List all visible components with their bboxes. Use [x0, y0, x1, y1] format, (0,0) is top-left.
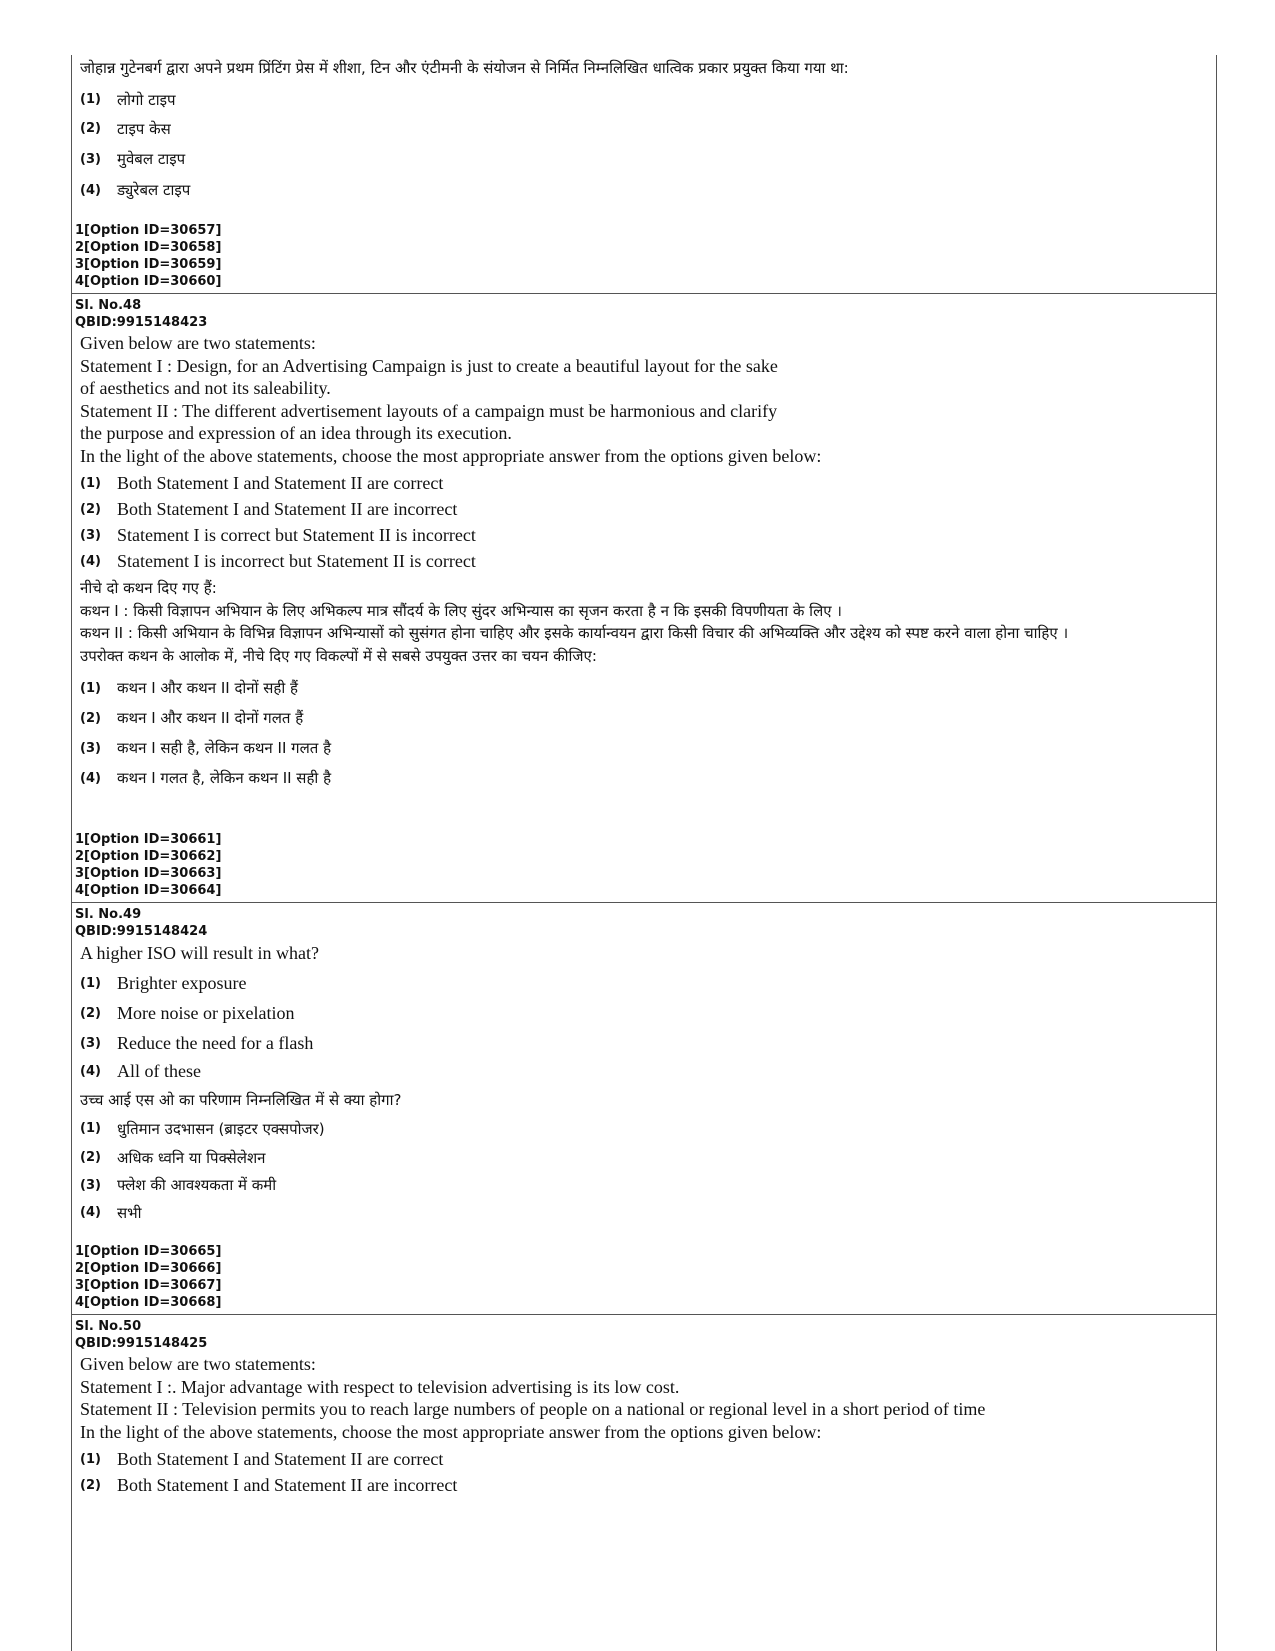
q47-option-2-hindi: (2) टाइप केस [80, 119, 171, 138]
question-47-block [72, 55, 1216, 294]
q49-option-1-hindi: (1) धुतिमान उदभासन (ब्राइटर एक्सपोजर) [80, 1119, 325, 1138]
question-paper-page [71, 55, 1217, 1651]
q49-stem-english: A higher ISO will result in what? [80, 943, 319, 963]
q48-option-2-hindi: (2) कथन I और कथन II दोनों गलत हैं [80, 709, 304, 727]
q47-option-4-hindi: (4) ड्युरेबल टाइप [80, 181, 191, 199]
q49-option-4-hindi: (4) सभी [80, 1203, 142, 1222]
q49-serial-number: Sl. No.49 [75, 907, 142, 922]
q48-qbid: QBID:9915148423 [75, 315, 208, 330]
q48-option-1-english: (1) Both Statement I and Statement II are correct [80, 472, 444, 493]
q48-option-ids: 1[Option ID=30661] 2[Option ID=30662] 3[Option ID=30663] 4[Option ID=30664] [75, 832, 222, 898]
q49-option-4-english: (4) All of these [80, 1061, 201, 1081]
q50-qbid: QBID:9915148425 [75, 1336, 208, 1351]
q48-stem-english: Given below are two statements: Statement I : Design, for an Advertising Campaign is just to create a beautiful layout for the sake of aesthetics and not its saleability. Statement II : The different advertisement layouts of a campaign must be harmonious and clarify the purpose and expression of an idea through its execution. In the light of the above statements, choose the most appropriate answer from the options given below: [80, 333, 822, 466]
q49-option-2-hindi: (2) अधिक ध्वनि या पिक्सेलेशन [80, 1148, 266, 1167]
q48-option-2-english: (2) Both Statement I and Statement II are incorrect [80, 498, 458, 519]
q50-stem-english: Given below are two statements: Statement I :. Major advantage with respect to television advertising is its low cost. Statement II : Television permits you to reach large numbers of people on a national or regional level in a short period of time In the light of the above statements, choose the most appropriate answer from the options given below: [80, 1354, 986, 1442]
question-47-stem-hindi: जोहान्न गुटेनबर्ग द्वारा अपने प्रथम प्रिंटिंग प्रेस में शीशा, टिन और एंटीमनी के संयोजन से निर्मित निम्नलिखित धात्विक प्रकार प्रयुक्त किया गया था: [80, 59, 849, 77]
q49-qbid: QBID:9915148424 [75, 924, 208, 939]
q49-option-ids: 1[Option ID=30665] 2[Option ID=30666] 3[Option ID=30667] 4[Option ID=30668] [75, 1244, 222, 1310]
question-49-block [72, 902, 1216, 1315]
question-50-block [72, 1314, 1216, 1651]
q49-option-1-english: (1) Brighter exposure [80, 973, 247, 993]
q50-option-1-english: (1) Both Statement I and Statement II are correct [80, 1448, 444, 1469]
q47-option-ids: 1[Option ID=30657] 2[Option ID=30658] 3[Option ID=30659] 4[Option ID=30660] [75, 223, 222, 289]
q48-option-3-english: (3) Statement I is correct but Statement II is incorrect [80, 524, 476, 545]
q48-stem-hindi: नीचे दो कथन दिए गए हैं: कथन I : किसी विज्ञापन अभियान के लिए अभिकल्प मात्र सौंदर्य के लिए सुंदर अभिन्यास का सृजन करता है न कि इसकी विपणीयता के लिए । कथन II : किसी अभियान के विभिन्न विज्ञापन अभिन्यासों को सुसंगत होना चाहिए और इसके कार्यान्वयन द्वारा किसी विचार की अभिव्यक्ति और उद्देश्य को स्पष्ट करने वाला होना चाहिए । उपरोक्त कथन के आलोक में, नीचे दिए गए विकल्पों में से सबसे उपयुक्त उत्तर का चयन कीजिए: [80, 579, 1069, 665]
q50-serial-number: Sl. No.50 [75, 1319, 142, 1334]
q48-option-4-english: (4) Statement I is incorrect but Statement II is correct [80, 550, 476, 571]
q49-stem-hindi: उच्च आई एस ओ का परिणाम निम्नलिखित में से क्या होगा? [80, 1090, 402, 1109]
q49-option-2-english: (2) More noise or pixelation [80, 1003, 295, 1023]
q48-option-1-hindi: (1) कथन I और कथन II दोनों सही हैं [80, 679, 299, 697]
q50-option-2-english: (2) Both Statement I and Statement II are incorrect [80, 1474, 458, 1495]
q48-serial-number: Sl. No.48 [75, 298, 142, 313]
q49-option-3-hindi: (3) फ्लेश की आवश्यकता में कमी [80, 1176, 277, 1194]
q48-option-3-hindi: (3) कथन I सही है, लेकिन कथन II गलत है [80, 739, 332, 757]
q49-option-3-english: (3) Reduce the need for a flash [80, 1033, 314, 1053]
q47-option-3-hindi: (3) मुवेबल टाइप [80, 150, 186, 168]
q48-option-4-hindi: (4) कथन I गलत है, लेकिन कथन II सही है [80, 769, 332, 787]
question-48-block [72, 293, 1216, 903]
q47-option-1-hindi: (1) लोगो टाइप [80, 90, 176, 109]
